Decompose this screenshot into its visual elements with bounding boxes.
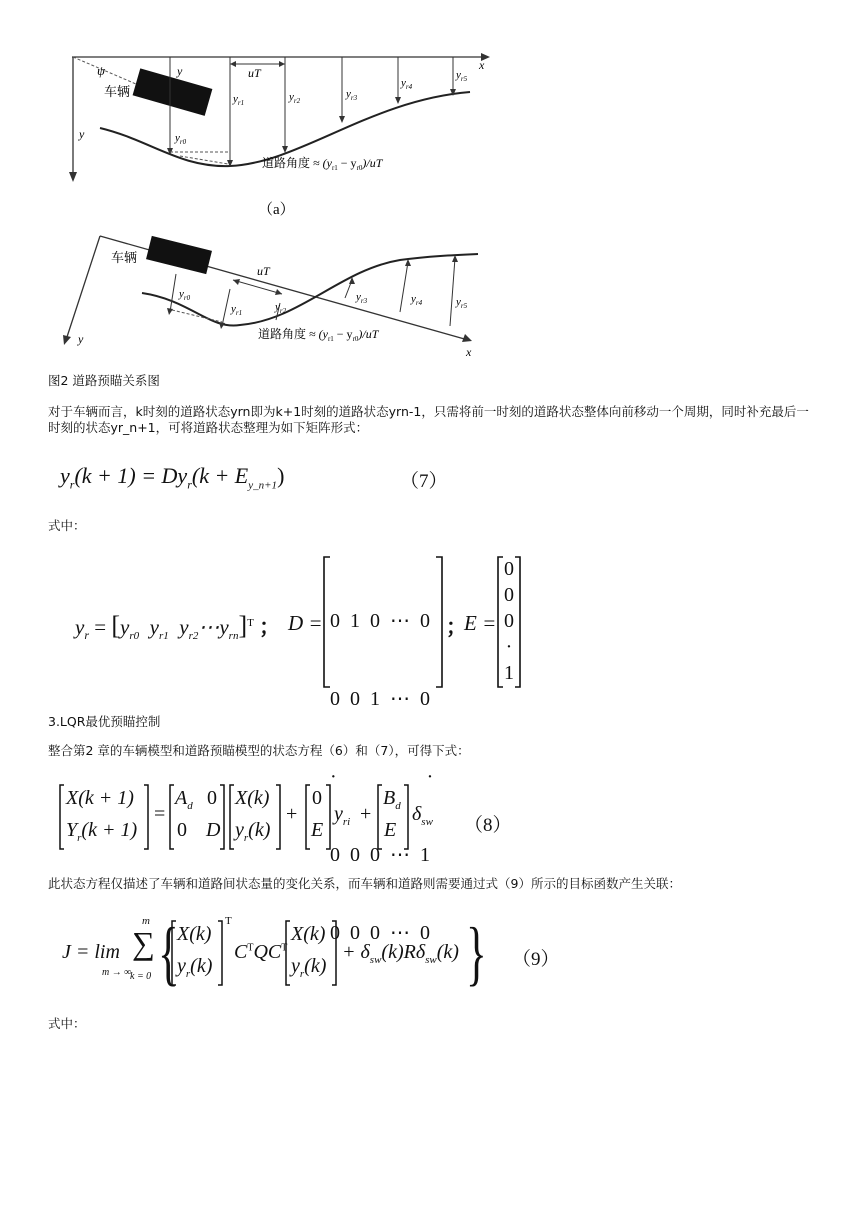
figure-a-y-axis-label: y <box>79 127 85 141</box>
d-matrix-rows <box>330 556 433 972</box>
equation-7-number: （7） <box>400 471 448 492</box>
eq9-v1-row1: X(k) <box>177 923 212 945</box>
figure-b-yr5: $y_{r5}$ <box>456 296 468 310</box>
figure-b <box>0 0 868 370</box>
figure-b-x-arrow <box>462 334 472 342</box>
e-matrix-row: 0 <box>504 558 514 580</box>
paragraph-1: 对于车辆而言，k时刻的道路状态yrn即为k+1时刻的道路状态yrn-1，只需将前一时刻的道路状态整体向前移动一个周期，同时补充最后一时刻的状态yr_n+1，可将道路状态整理为如下矩阵形式： <box>48 404 809 435</box>
figure-a-yr4: $y_{r4}$ <box>401 77 413 91</box>
eq8-plus2: + <box>360 803 372 825</box>
section-heading-3: 3.LQR最优预瞄控制 <box>48 714 161 729</box>
figure-a-yr0: $y_{r0}$ <box>175 132 187 146</box>
eq8-zero2: 0 <box>177 819 187 841</box>
eq9-sum-bot: k = 0 <box>130 971 152 982</box>
equation-9-number: （9） <box>512 949 560 970</box>
figure-b-yr4: $y_{r4}$ <box>411 293 423 307</box>
figure-caption: 图2 道路预瞄关系图 <box>48 373 160 388</box>
eq9-v1-row2: $y_r(k)$ <box>177 955 213 980</box>
figure-b-vehicle-label: 车辆 <box>111 250 138 265</box>
equation-8-number: （8） <box>464 815 512 836</box>
eq8-x-row1: X(k) <box>235 787 270 809</box>
eq8-vec1-bot: E <box>311 819 324 841</box>
eq8-d: D <box>206 819 221 841</box>
figure-a-yr2: $y_{r2}$ <box>289 91 301 105</box>
eq8-zero1: 0 <box>207 787 217 809</box>
eq9-v2-row2: $y_r(k)$ <box>291 955 327 980</box>
eq8-x-row2: $y_r(k)$ <box>235 819 271 844</box>
figure-b-y-arrow <box>63 335 71 345</box>
eq8-delta: $\delta_{sw}$ <box>412 803 433 828</box>
d-matrix-sep: ； <box>446 615 467 639</box>
paragraph-2: 整合第2 章的车辆模型和道路预瞄模型的状态方程（6）和（7），可得下式： <box>48 743 470 758</box>
figure-a-psi-label: ψ <box>97 63 106 78</box>
eq9-v2-row1: X(k) <box>291 923 326 945</box>
eq8-yri: $y_{ri}$ <box>334 803 351 828</box>
d-matrix-row: 0 0 1 ⋯ 0 <box>330 688 430 710</box>
e-matrix-row: 0 <box>504 584 514 606</box>
figure-b-road-angle: 道路角度 ≈ $(y_{r1} - y_{r0})/uT$ <box>258 327 379 343</box>
eq8-lhs-row1: X(k + 1) <box>66 787 134 809</box>
eq9-middle: $C^TQC^T$ <box>234 941 288 963</box>
figure-b-ut-label: uT <box>257 264 270 278</box>
eq9-right-brace: } <box>466 913 487 993</box>
figure-b-yr0: $y_{r0}$ <box>179 288 191 302</box>
e-matrix-row: 0 <box>504 610 514 632</box>
figure-a-panel-label: （a） <box>258 202 295 218</box>
figure-a-x-label: x <box>479 58 485 72</box>
eq9-sigma: ∑ <box>132 925 155 961</box>
figure-a-ut-label: uT <box>248 66 261 80</box>
eq9-j-lim: J = lim <box>62 941 120 963</box>
figure-a-yr1: $y_{r1}$ <box>233 93 245 107</box>
figure-b-y-label: y <box>78 332 84 346</box>
figure-b-x-label: x <box>466 345 472 359</box>
eq8-vec1-top: 0 <box>312 787 322 809</box>
d-matrix-row: 0 0 0 ⋯ 0 <box>330 922 430 944</box>
e-matrix-row: 1 <box>504 662 514 684</box>
eq8-equals: = <box>154 803 166 825</box>
e-matrix-rows <box>503 556 515 686</box>
figure-a-yr5: $y_{r5}$ <box>456 69 468 83</box>
where-label-2: 式中： <box>48 1016 86 1031</box>
equation-7: $y_r(k + 1) = Dy_r(k + E_{y\_n+1})$ <box>60 463 285 492</box>
where-label-1: 式中： <box>48 518 86 533</box>
e-matrix-name: E = <box>464 611 497 635</box>
figure-b-yr3: $y_{r3}$ <box>356 291 368 305</box>
yr-definition: $y_r = [y_{r0}$ $y_{r1}$ $y_{r2}\cdots y_{rn}]^T$ ； <box>75 611 281 643</box>
eq9-tail: + $\delta_{sw}(k)R\delta_{sw}(k)$ <box>342 941 459 966</box>
eq8-plus1: + <box>286 803 298 825</box>
figure-a-y-top-label: y <box>177 64 183 78</box>
e-matrix-row: · <box>505 636 513 658</box>
figure-b-vehicle <box>146 236 212 274</box>
figure-a-road-angle: 道路角度 ≈ $(y_{r1} - y_{r0})/uT$ <box>262 156 383 172</box>
d-matrix-row: · · <box>330 766 434 788</box>
d-matrix-row: 0 0 0 ⋯ 1 <box>330 844 430 866</box>
figure-b-yr1: $y_{r1}$ <box>231 303 243 317</box>
eq9-left-brace: { <box>158 913 179 993</box>
figure-b-yr2: $y_{r2}$ <box>275 301 287 315</box>
figure-b-y-axis <box>66 236 100 340</box>
d-matrix-name: D = <box>288 611 323 635</box>
eq8-vec2-top: $B_d$ <box>383 787 401 812</box>
figure-a-yr3: $y_{r3}$ <box>346 88 358 102</box>
eq9-lim-sub: m → ∞ <box>102 967 132 978</box>
eq9-sum-top: m <box>142 915 150 927</box>
d-matrix-row: 0 1 0 ⋯ 0 <box>330 610 430 632</box>
figure-a-vehicle-label: 车辆 <box>104 84 131 99</box>
eq8-lhs-row2: $Y_r(k + 1)$ <box>66 819 138 844</box>
eq8-a: $A_d$ <box>175 787 193 812</box>
eq9-transpose1: T <box>225 915 232 927</box>
paragraph-3: 此状态方程仅描述了车辆和道路间状态量的变化关系，而车辆和道路则需要通过式（9）所示的目标函数产生关联： <box>48 876 681 891</box>
eq8-vec2-bot: E <box>384 819 397 841</box>
